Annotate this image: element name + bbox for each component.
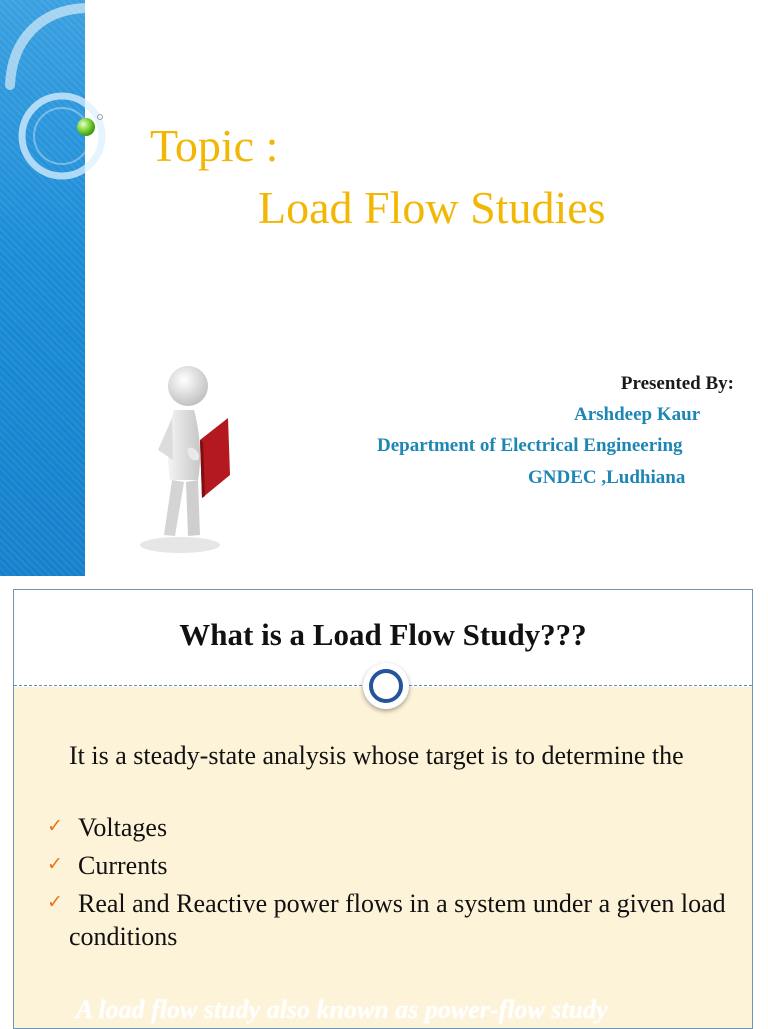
check-icon: ✓ (47, 891, 63, 913)
ring-ornament-icon (363, 663, 409, 709)
intro-text: It is a steady-state analysis whose target is to determine the (69, 741, 684, 770)
presenter-institution: GNDEC ,Ludhiana (528, 467, 686, 488)
title-main: Load Flow Studies (258, 182, 606, 233)
bullet-text: Real and Reactive power flows in a system under a given load conditions (69, 889, 726, 951)
bullet-text: Currents (78, 851, 168, 880)
bullet-text: Voltages (78, 813, 168, 842)
green-orb-icon (0, 0, 130, 200)
check-icon: ✓ (47, 853, 63, 875)
list-item (47, 849, 737, 882)
presenter-department: Department of Electrical Engineering (377, 435, 683, 456)
faded-definition-text: A load flow study also known as power-flow study (76, 995, 608, 1024)
list-item (47, 887, 737, 953)
presenter-name: Arshdeep Kaur (574, 404, 701, 425)
bullet-list (47, 811, 737, 958)
slide-title: What is a Load Flow Study??? (179, 617, 587, 652)
reader-figure-icon (128, 350, 248, 555)
presented-by-label: Presented By: (620, 373, 734, 394)
definition-slide (13, 589, 753, 1029)
list-item (47, 811, 737, 844)
check-icon: ✓ (47, 815, 63, 837)
title-topic: Topic : (150, 120, 279, 171)
